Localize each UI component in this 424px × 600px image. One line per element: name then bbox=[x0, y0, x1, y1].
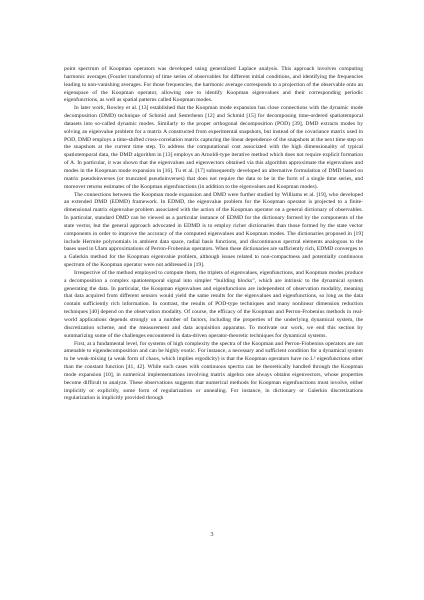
paragraph-2: In later work, Rowley et al. [13] established that the Koopman mode expansion has close connections with the dynamic mode decomposition (DMD) technique of Schmid and Sesterhenn [12] and Schmid [15] for decomposing time-ordered spatiotemporal datasets into so-called dynamic modes. Similarly to the proper orthogonal decomposition (POD) [39], DMD extracts modes by solving an eigenvalue problem for a matrix A constructed from experimental snapshots, but instead of the covariance matrix used in POD, DMD employs a time-shifted cross-correlation matrix capturing the linear dependence of the snapshots at the next time step on the snapshots at the current time step. To address the computational cost associated with the high dimensionality of typical spatiotemporal data, the DMD algorithm in [13] employs an Arnoldi-type iterative method which does not require explicit formation of A. In particular, it was shown that the eigenvalues and eigenvectors obtained via this algorithm approximate the eigenvalues and modes in the Koopman mode expansion in [16]. Tu et al. [17] subsequently developed an alternative formulation of DMD based on matrix pseudoinverses (or truncated pseudoinverses) that does not require the data to be in the form of a single time series, and moreover returns estimates of the Koopman eigenfunctions (in addition to the eigenvalues and Koopman modes). bbox=[64, 105, 363, 190]
paragraph-3: The connections between the Koopman mode expansion and DMD were further studied by Williams et al. [19], who developed an extended DMD (EDMD) framework. In EDMD, the eigenvalue problem for the Koopman operator is projected to a finite-dimensional matrix eigenvalue problem associated with the action of the Koopman operator on a general dictionary of observables. In particular, standard DMD can be viewed as a particular instance of EDMD for the dictionary formed by the components of the state vector, but the general approach advocated in EDMD is to employ richer dictionaries than those formed by the state vector components in order to improve the accuracy of the computed eigenvalues and Koopman modes. The dictionaries proposed in [19] include Hermite polynomials in ambient data space, radial basis functions, and discontinuous spectral elements analogous to the bases used in Ulam approximations of Perron-Frobenius operators. When these dictionaries are sufficiently rich, EDMD converges to a Galerkin method for the Koopman eigenvalue problem, although issues related to non-compactness and potentially continuous spectrum of the Koopman operator were not addressed in [19]. bbox=[64, 191, 363, 269]
page-number: 3 bbox=[210, 532, 214, 538]
paragraph-4: Irrespective of the method employed to compute them, the triplets of eigenvalues, eigenfunctions, and Koopman modes produce a decomposition a complex spatiotemporal signal into simpler “building blocks”, which are intrinsic to the dynamical system generating the data. In particular, the Koopman eigenvalues and eigenfunctions are independent of observation modality, meaning that data acquired from different sensors would yield the same results for the eigenvalues and eigenfunctions, so long as the data contain sufficiently rich information. In contrast, the results of POD-type techniques and many nonlinear dimension reduction techniques [40] depend on the observation modality. Of course, the efficacy of the Koopman and Perron-Frobenius methods in real-world applications depends strongly on a number of factors, including the properties of the underlying dynamical system, the discretization scheme, and the measurement and data acquisition apparatus. To motivate our work, we end this section by summarizing some of the challenges encountered in data-driven operator-theoretic techniques for dynamical systems. bbox=[64, 269, 363, 339]
body-text bbox=[64, 66, 363, 403]
paragraph-5: First, at a fundamental level, for systems of high complexity the spectra of the Koopman and Perron-Frobenius operators are not amenable to eigendecomposition and can be highly exotic. For instance, a necessary and sufficient condition for a dynamical system to be weak-mixing (a weak form of chaos, which implies ergodicity) is that the Koopman operators have no L² eigenfunctions other than the constant function [41, 42]. While such cases with continuous spectra can be theoretically handled through the Koopman mode expansion [10], in numerical implementations involving matrix algebra one always obtains eigenvectors, whose properties become difficult to analyze. These observations suggests that numerical methods for Koopman eigenfunctions must involve, either implicitly or explicitly, some form of regularization or annealing. For instance, in dictionary or Galerkin discretizations regularization is implicitly provided through bbox=[64, 340, 363, 402]
paragraph-1: point spectrum of Koopman operators was developed using generalized Laplace analysis. This approach involves computing harmonic averages (Fourier transforms) of time series of observables for different initial conditions, and identifying the frequencies leading to non-vanishing averages. For those frequencies, the harmonic average corresponds to a projection of the observable onto an eigenspace of the Koopman operator, allowing one to identify Koopman eigenvalues and their corresponding periodic eigenfunctions, as well as spatial patterns called Koopman modes. bbox=[64, 66, 363, 104]
